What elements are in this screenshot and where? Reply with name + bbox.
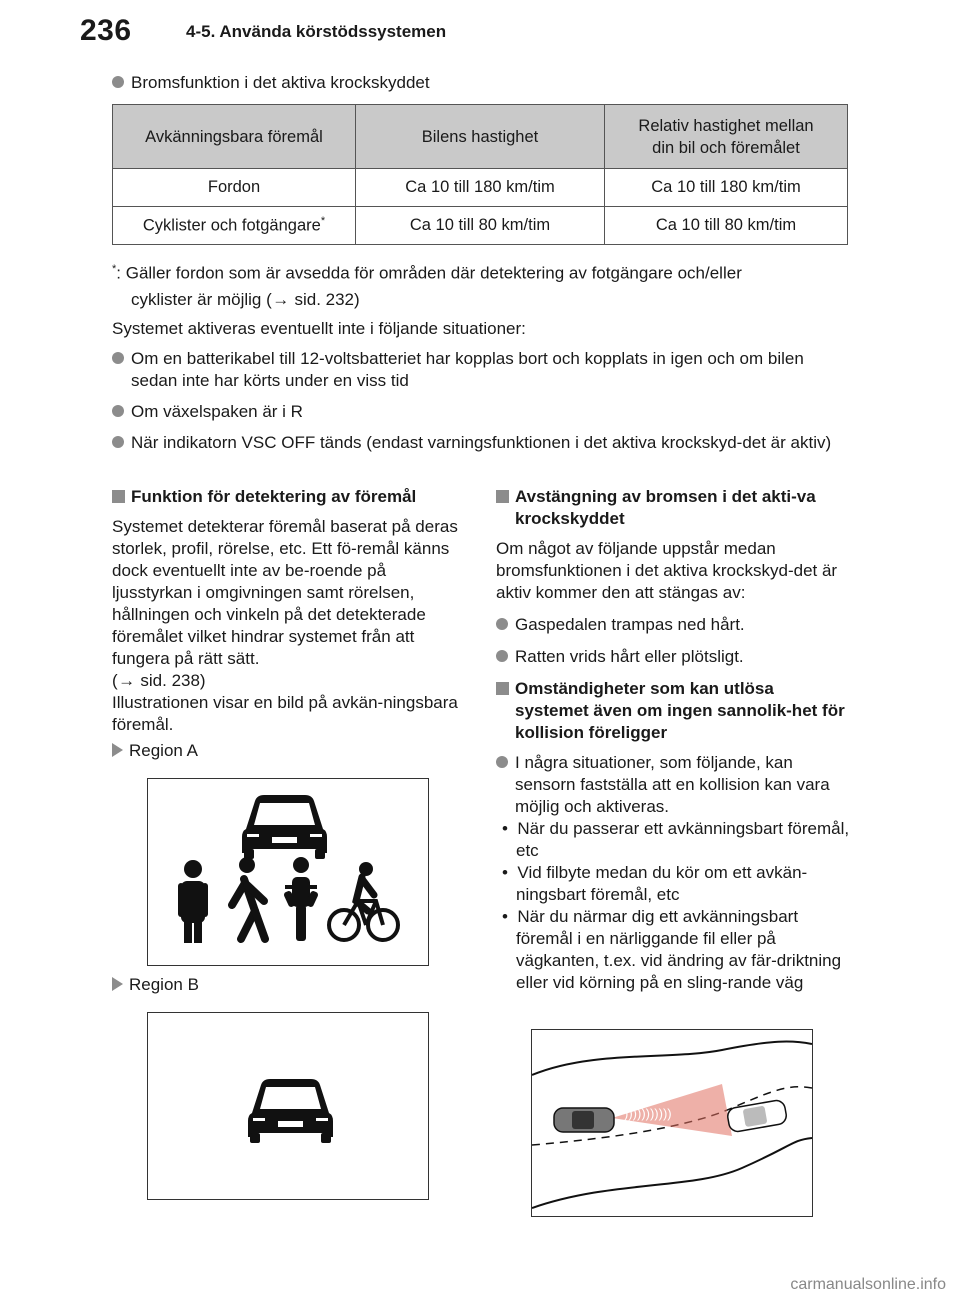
list-item bbox=[496, 614, 852, 636]
arrow-icon: → bbox=[118, 671, 136, 690]
dash-item: • När du närmar dig ett avkänningsbart föremål i en närliggande fil eller på vägkanten, t.ex. vid ändring av fär-driktning eller vid körning på en sling-rande väg bbox=[502, 907, 842, 992]
dash-item-text: Vid filbyte medan du kör om ett avkän-ningsbart föremål, etc bbox=[516, 863, 808, 904]
footnote-mark: * bbox=[112, 263, 117, 275]
detected-car-icon bbox=[726, 1099, 787, 1133]
dash-item: • Vid filbyte medan du kör om ett avkän-ningsbart föremål, etc bbox=[502, 863, 808, 904]
road-edge bbox=[532, 1042, 812, 1075]
triangle-icon bbox=[112, 743, 123, 757]
list-item-text: När indikatorn VSC OFF tänds (endast varningsfunktionen i det aktiva krockskyd-det är aktiv) bbox=[131, 433, 832, 452]
section-heading-text: Omständigheter som kan utlösa systemet även om ingen sannolik-het för kollision föreligger bbox=[515, 679, 845, 742]
footnote-mark: * bbox=[320, 215, 326, 228]
list-item bbox=[112, 401, 842, 423]
body-text: Illustrationen visar en bild på avkän-ningsbara föremål. bbox=[112, 693, 458, 734]
footnote-text: : Gäller fordon som är avsedda för områden där detektering av fotgängare och/eller bbox=[116, 263, 742, 283]
body-text: Om något av följande uppstår medan bromsfunktionen i det aktiva krockskyd-det är aktiv kommer den att stängas av: bbox=[496, 539, 838, 602]
road-edge bbox=[532, 1138, 812, 1208]
table-header-line: din bil och föremålet bbox=[652, 138, 800, 157]
own-car-icon bbox=[554, 1108, 614, 1132]
bullet-icon bbox=[112, 352, 124, 364]
list-item-text: Om växelspaken är i R bbox=[131, 402, 303, 421]
table-header bbox=[605, 105, 848, 169]
region-a-figure bbox=[148, 779, 428, 965]
region-b-text: Region B bbox=[129, 975, 199, 994]
intro-bullet-text: Bromsfunktion i det aktiva krockskyddet bbox=[131, 73, 430, 92]
section-heading-text: Avstängning av bromsen i det akti-va krockskyddet bbox=[515, 487, 816, 528]
curved-road-illustration bbox=[531, 1029, 813, 1217]
section-heading-text: Funktion för detektering av föremål bbox=[131, 487, 417, 506]
section-heading bbox=[496, 486, 852, 530]
situations-list bbox=[112, 348, 842, 454]
car-front-icon bbox=[242, 795, 327, 859]
square-bullet-icon bbox=[112, 490, 125, 503]
bullet-icon bbox=[496, 756, 508, 768]
square-bullet-icon bbox=[496, 490, 509, 503]
region-a-label bbox=[112, 740, 198, 762]
table-cell: Fordon bbox=[113, 169, 356, 207]
footnote-ref[interactable]: sid. 232) bbox=[289, 289, 360, 309]
table-header: Avkänningsbara föremål bbox=[113, 105, 356, 169]
section-title: 4-5. Använda körstödssystemen bbox=[186, 22, 447, 41]
table-row bbox=[113, 207, 848, 245]
table-cell: Ca 10 till 80 km/tim bbox=[605, 207, 848, 245]
cyclist-front-icon bbox=[283, 857, 319, 941]
speed-table bbox=[112, 104, 848, 245]
list-item bbox=[112, 432, 842, 454]
triangle-icon bbox=[112, 977, 123, 991]
arrow-icon: → bbox=[272, 289, 290, 309]
bullet-icon bbox=[112, 436, 124, 448]
pedestrian-walking-icon bbox=[232, 857, 265, 939]
ref-paren: ( bbox=[112, 671, 118, 690]
table-row bbox=[113, 169, 848, 207]
region-a-text: Region A bbox=[129, 741, 198, 760]
situations-intro: Systemet aktiveras eventuellt inte i följande situationer: bbox=[112, 319, 526, 338]
list-item-text: Ratten vrids hårt eller plötsligt. bbox=[515, 647, 744, 666]
bicycle-icon bbox=[329, 862, 398, 940]
bullet-icon bbox=[112, 76, 124, 88]
region-b-figure bbox=[148, 1013, 428, 1199]
radar-waves: ))))))))))) bbox=[624, 1106, 672, 1121]
table-cell: Ca 10 till 80 km/tim bbox=[356, 207, 605, 245]
list-item-text: Gaspedalen trampas ned hårt. bbox=[515, 615, 745, 634]
dash-item-text: När du passerar ett avkänningsbart föremål, etc bbox=[516, 819, 850, 860]
left-column bbox=[112, 486, 462, 736]
list-item-text: I några situationer, som följande, kan sensorn fastställa att en kollision kan vara möjlig och aktiveras. bbox=[515, 753, 830, 816]
square-bullet-icon bbox=[496, 682, 509, 695]
list-item bbox=[496, 646, 852, 668]
list-item-text: Om en batterikabel till 12-voltsbatteriet har kopplas bort och kopplats in igen och om bilen sedan inte har körts under en viss tid bbox=[131, 349, 804, 390]
page-number: 236 bbox=[80, 14, 132, 47]
table-header-line: Relativ hastighet mellan bbox=[638, 116, 814, 135]
region-b-label bbox=[112, 974, 199, 996]
footer-watermark: carmanualsonline.info bbox=[790, 1276, 946, 1293]
table-cell: Ca 10 till 180 km/tim bbox=[356, 169, 605, 207]
curved-road-figure bbox=[532, 1030, 812, 1216]
region-b-illustration bbox=[147, 1012, 429, 1200]
section-heading bbox=[496, 678, 852, 744]
footnote-text: cyklister är möjlig ( bbox=[131, 289, 272, 309]
table-cell-text: Cyklister och fotgängare bbox=[142, 216, 321, 235]
dash-item: • När du passerar ett avkänningsbart föremål, etc bbox=[502, 819, 850, 860]
bullet-icon bbox=[496, 618, 508, 630]
body-text: Systemet detekterar föremål baserat på deras storlek, profil, rörelse, etc. Ett fö-remål känns dock eventuellt inte av be-roende på ljusstyrkan i omgivningen samt rörelsen, hållningen och vinkeln på det detekterade föremålet vilket hindrar systemet från att fungera på rätt sätt. bbox=[112, 517, 458, 668]
right-column bbox=[496, 486, 852, 994]
pedestrian-standing-icon bbox=[178, 860, 208, 943]
car-front-icon bbox=[248, 1079, 333, 1143]
list-item bbox=[112, 348, 842, 392]
section-heading bbox=[112, 486, 462, 508]
bullet-icon bbox=[112, 405, 124, 417]
intro-bullet bbox=[112, 72, 430, 94]
region-a-illustration bbox=[147, 778, 429, 966]
footnote bbox=[112, 258, 852, 311]
table-cell bbox=[113, 207, 356, 245]
page-ref-link[interactable]: sid. 238) bbox=[135, 671, 206, 690]
table-cell: Ca 10 till 180 km/tim bbox=[605, 169, 848, 207]
bullet-icon bbox=[496, 650, 508, 662]
dash-item-text: När du närmar dig ett avkänningsbart föremål i en närliggande fil eller på vägkanten, t.ex. vid ändring av fär-driktning eller vid körning på en sling-rande väg bbox=[516, 907, 842, 992]
list-item bbox=[496, 752, 852, 818]
table-header: Bilens hastighet bbox=[356, 105, 605, 169]
